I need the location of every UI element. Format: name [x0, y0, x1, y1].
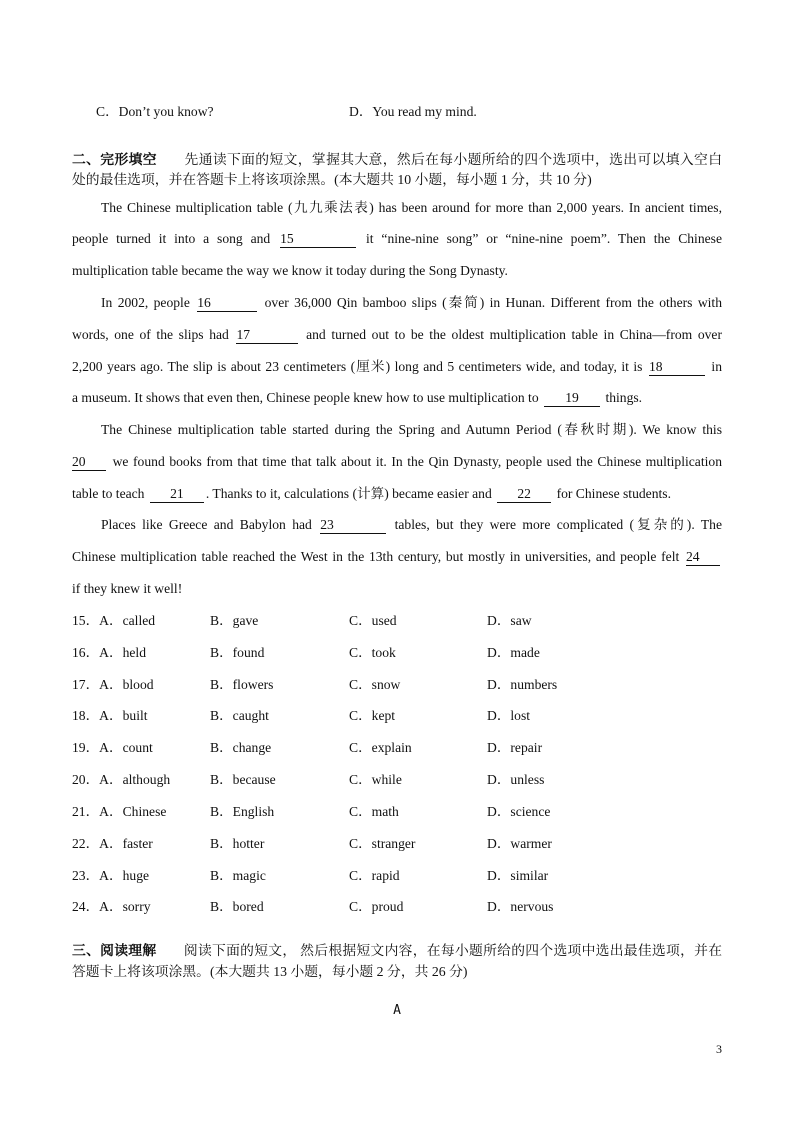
question-row: 21．A．Chinese B．English C．math D．science: [72, 804, 551, 819]
blank-16: 16: [197, 295, 257, 312]
option-c: C．Don’t you know?: [96, 104, 214, 119]
passage-line: The Chinese multiplication table started during the Spring and Autumn Period (春秋时期). We know this: [101, 422, 722, 437]
passage-line: a museum. It shows that even then, Chinese people knew how to use multiplication to 19 things.: [72, 390, 643, 405]
section2-title: 二、完形填空: [72, 152, 157, 167]
passage-line: Chinese multiplication table reached the West in the 13th century, but mostly in universities, and people felt 24: [72, 547, 722, 567]
question-row: 24．A．sorry B．bored C．proud D．nervous: [72, 899, 554, 914]
passage-line: The Chinese multiplication table (九九乘法表) has been around for more than 2,000 years. In ancient times,: [101, 200, 722, 215]
option-d: D．You read my mind.: [349, 104, 477, 119]
section3-title: 三、阅读理解: [72, 943, 157, 958]
question-row: 17．A．blood B．flowers C．snow D．numbers: [72, 677, 558, 692]
question-row: 16．A．held B．found C．took D．made: [72, 645, 540, 660]
passage-line: 20 we found books from that time that talk about it. In the Qin Dynasty, people used the Chinese multiplication: [72, 454, 722, 469]
blank-22: 22: [497, 486, 551, 503]
passage-line: 2,200 years ago. The slip is about 23 centimeters (厘米) long and 5 centimeters wide, and today, it is 18 in: [72, 359, 722, 374]
passage-line: people turned it into a song and 15 it “nine-nine song” or “nine-nine poem”. Then the Chinese: [72, 231, 722, 246]
blank-15: 15: [280, 231, 356, 248]
question-row: 22．A．faster B．hotter C．stranger D．warmer: [72, 836, 552, 851]
blank-23: 23: [320, 517, 386, 534]
blank-18: 18: [649, 359, 705, 376]
question-row: 23．A．huge B．magic C．rapid D．similar: [72, 868, 549, 883]
page-number: 3: [716, 1042, 722, 1056]
question-row: 18．A．built B．caught C．kept D．lost: [72, 708, 531, 723]
passage-label-a: A: [393, 1003, 401, 1018]
blank-17: 17: [236, 327, 298, 344]
blank-20: 20: [72, 454, 106, 471]
section2-instruction-line1: 二、完形填空 先通读下面的短文，掌握其大意，然后在每小题所给的四个选项中，选出可以填入空白: [72, 152, 723, 167]
passage-line: words, one of the slips had 17 and turned out to be the oldest multiplication table in China—from over: [72, 327, 722, 342]
passage-line: multiplication table became the way we know it today during the Song Dynasty.: [72, 263, 508, 278]
passage-line: table to teach 21 . Thanks to it, calculations (计算) became easier and 22 for Chinese students.: [72, 486, 671, 501]
passage-line: Places like Greece and Babylon had 23 tables, but they were more complicated (复杂的). The: [101, 517, 722, 532]
passage-line: In 2002, people 16 over 36,000 Qin bamboo slips (秦简) in Hunan. Different from the others with: [101, 295, 722, 310]
question-row: 20．A．although B．because C．while D．unless: [72, 772, 545, 787]
section2-instruction-line2: 处的最佳选项，并在答题卡上将该项涂黑。(本大题共 10 小题，每小题 1 分，共 10 分): [72, 172, 592, 187]
section3-instruction-line1: 三、阅读理解 阅读下面的短文， 然后根据短文内容，在每小题所给的四个选项中选出最佳选项，并在: [72, 943, 723, 958]
question-row: 15．A．called B．gave C．used D．saw: [72, 613, 532, 628]
section3-instruction-line2: 答题卡上将该项涂黑。(本大题共 13 小题，每小题 2 分，共 26 分): [72, 964, 468, 979]
blank-24: 24: [686, 549, 720, 566]
blank-19: 19: [544, 390, 600, 407]
top-options-row: [72, 102, 722, 122]
question-row: 19．A．count B．change C．explain D．repair: [72, 740, 543, 755]
passage-line: if they knew it well!: [72, 581, 183, 596]
blank-21: 21: [150, 486, 204, 503]
